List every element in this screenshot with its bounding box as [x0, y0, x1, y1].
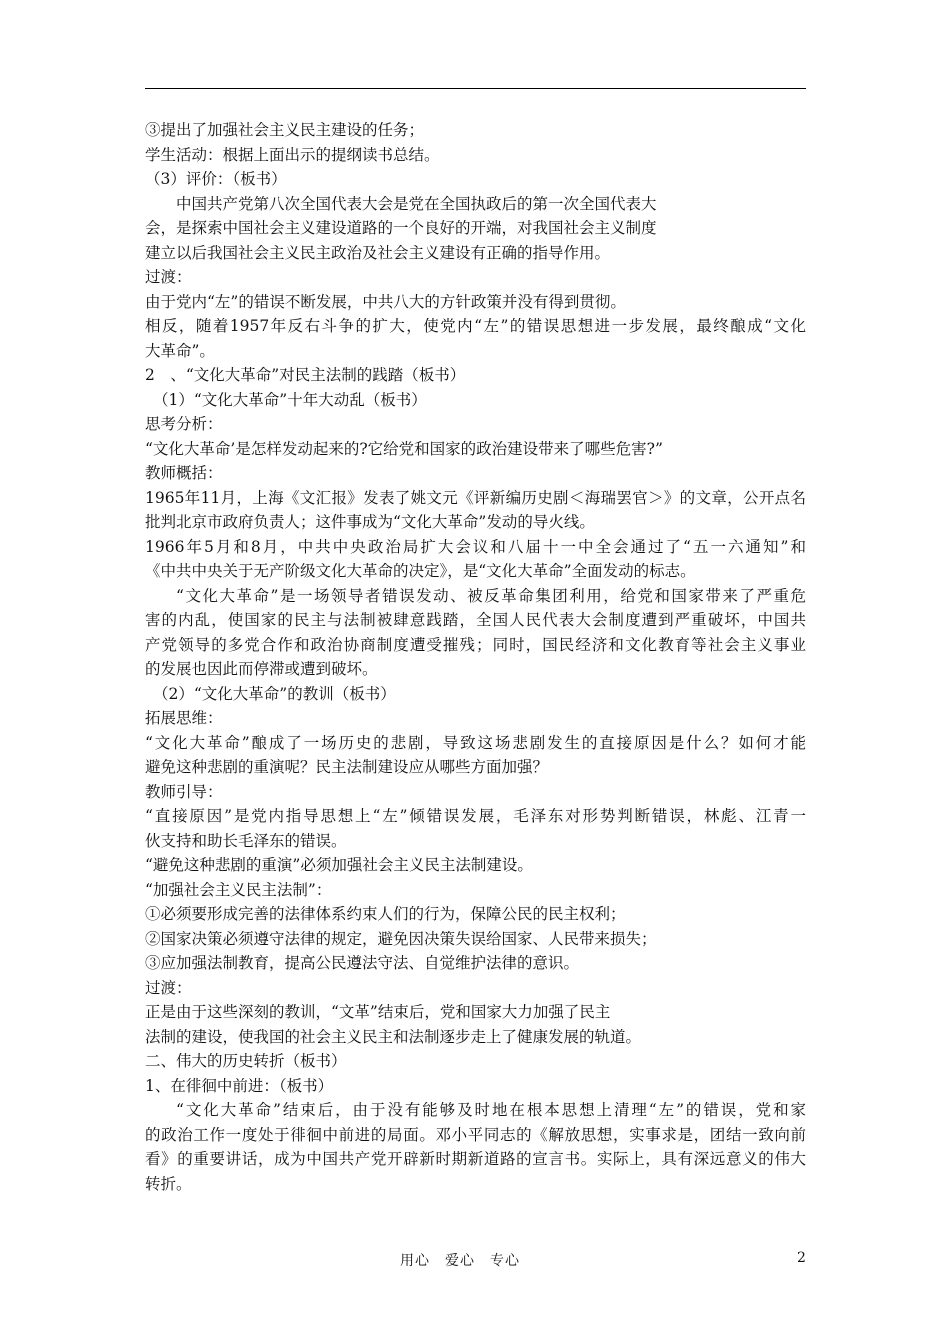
paragraph-line: 批判北京市政府负责人；这件事成为“文化大革命”发动的导火线。 — [145, 513, 595, 531]
paragraph-line: “直接原因”是党内指导思想上“左”倾错误发展，毛泽东对形势判断错误，林彪、江青一 — [145, 807, 806, 825]
section-heading: （3）评价：（板书） — [145, 170, 287, 188]
transition-label: 过渡： — [145, 978, 192, 997]
section-heading: 二、伟大的历史转折（板书） — [145, 1052, 347, 1070]
paragraph-line: 相反，随着1957年反右斗争的扩大，使党内“左”的错误思想进一步发展，最终酿成“文化 — [145, 317, 806, 335]
paragraph-line: 会，是探索中国社会主义建设道路的一个良好的开端，对我国社会主义制度 — [145, 219, 657, 237]
section-heading: 2 、“文化大革命”对民主法制的践踏（板书） — [145, 366, 466, 384]
paragraph-line: 1965年11月，上海《文汇报》发表了姚文元《评新编历史剧＜海瑞罢官＞》的文章，公开点名 — [145, 488, 806, 507]
subsection-heading: 1、在徘徊中前进：（板书） — [145, 1076, 334, 1095]
paragraph-line: “加强社会主义民主法制”： — [145, 880, 332, 899]
paragraph-line: 建立以后我国社会主义民主政治及社会主义建设有正确的指导作用。 — [145, 243, 611, 262]
list-item: ③应加强法制教育，提高公民遵法守法、自觉维护法律的意识。 — [145, 954, 580, 972]
paragraph-line: “文化大革命”结束后，由于没有能够及时地在根本思想上清理“左”的错误，党和家 — [176, 1101, 806, 1119]
paragraph-line: 正是由于这些深刻的教训，“文革”结束后，党和国家大力加强了民主 — [145, 1003, 611, 1021]
paragraph-line: 看》的重要讲话，成为中国共产党开辟新时期新道路的宣言书。实际上，具有深远意义的伟大 — [145, 1150, 806, 1168]
prompt-label: 教师概括： — [145, 464, 223, 482]
transition-label: 过渡： — [145, 268, 192, 286]
paragraph-line: 害的内乱，使国家的民主与法制被肆意践踏，全国人民代表大会制度遭到严重破坏，中国共 — [145, 611, 806, 629]
paragraph-line: 避免这种悲剧的重演呢？民主法制建设应从哪些方面加强？ — [145, 758, 549, 776]
paragraph-line: 中国共产党第八次全国代表大会是党在全国执政后的第一次全国代表大 — [176, 194, 657, 213]
paragraph-line: 的政治工作一度处于徘徊中前进的局面。邓小平同志的《解放思想，实事求是，团结一致向前 — [145, 1125, 806, 1144]
paragraph-line: “文化大革命”酿成了一场历史的悲剧，导致这场悲剧发生的直接原因是什么？如何才能 — [145, 733, 806, 752]
subsection-heading: （2）“文化大革命”的教训（板书） — [153, 684, 396, 703]
paragraph-line: 《中共中央关于无产阶级文化大革命的决定》，是“文化大革命”全面发动的标志。 — [145, 562, 696, 580]
paragraph-line: 转折。 — [145, 1174, 192, 1193]
paragraph-line: “文化大革命’是怎样发动起来的?它给党和国家的政治建设带来了哪些危害?” — [145, 439, 663, 458]
paragraph-line: “避免这种悲剧的重演”必须加强社会主义民主法制建设。 — [145, 856, 533, 874]
paragraph-line: “文化大革命”是一场领导者错误发动、被反革命集团利用，给党和国家带来了严重危 — [176, 586, 806, 605]
list-item: ③提出了加强社会主义民主建设的任务； — [145, 121, 425, 139]
header-rule — [145, 88, 806, 89]
list-item: ①必须要形成完善的法律体系约束人们的行为，保障公民的民主权利； — [145, 905, 626, 923]
paragraph-line: 的发展也因此而停滞或遭到破坏。 — [145, 660, 378, 678]
paragraph-line: 由于党内“左”的错误不断发展，中共八大的方针政策并没有得到贯彻。 — [145, 292, 626, 311]
paragraph-line: 1966年5月和8月，中共中央政治局扩大会议和八届十一中全会通过了“五一六通知”和 — [145, 537, 806, 556]
paragraph-line: 产党领导的多党合作和政治协商制度遭受摧残；同时，国民经济和文化教育等社会主义事业 — [145, 635, 806, 654]
paragraph-line: 大革命”。 — [145, 341, 215, 360]
prompt-label: 拓展思维： — [145, 709, 223, 727]
footer-motto: 用心 爱心 专心 — [400, 1253, 520, 1269]
paragraph-line: 伙支持和助长毛泽东的错误。 — [145, 831, 347, 850]
subsection-heading: （1）“文化大革命”十年大动乱（板书） — [153, 390, 427, 409]
document-body — [145, 118, 806, 1196]
paragraph-line: 法制的建设，使我国的社会主义民主和法制逐步走上了健康发展的轨道。 — [145, 1027, 642, 1046]
list-item: ②国家决策必须遵守法律的规定，避免因决策失误给国家、人民带来损失； — [145, 929, 657, 948]
paragraph-line: 学生活动：根据上面出示的提纲读书总结。 — [145, 145, 440, 164]
prompt-label: 思考分析： — [145, 415, 223, 433]
prompt-label: 教师引导： — [145, 782, 223, 801]
page-number: 2 — [797, 1250, 806, 1266]
